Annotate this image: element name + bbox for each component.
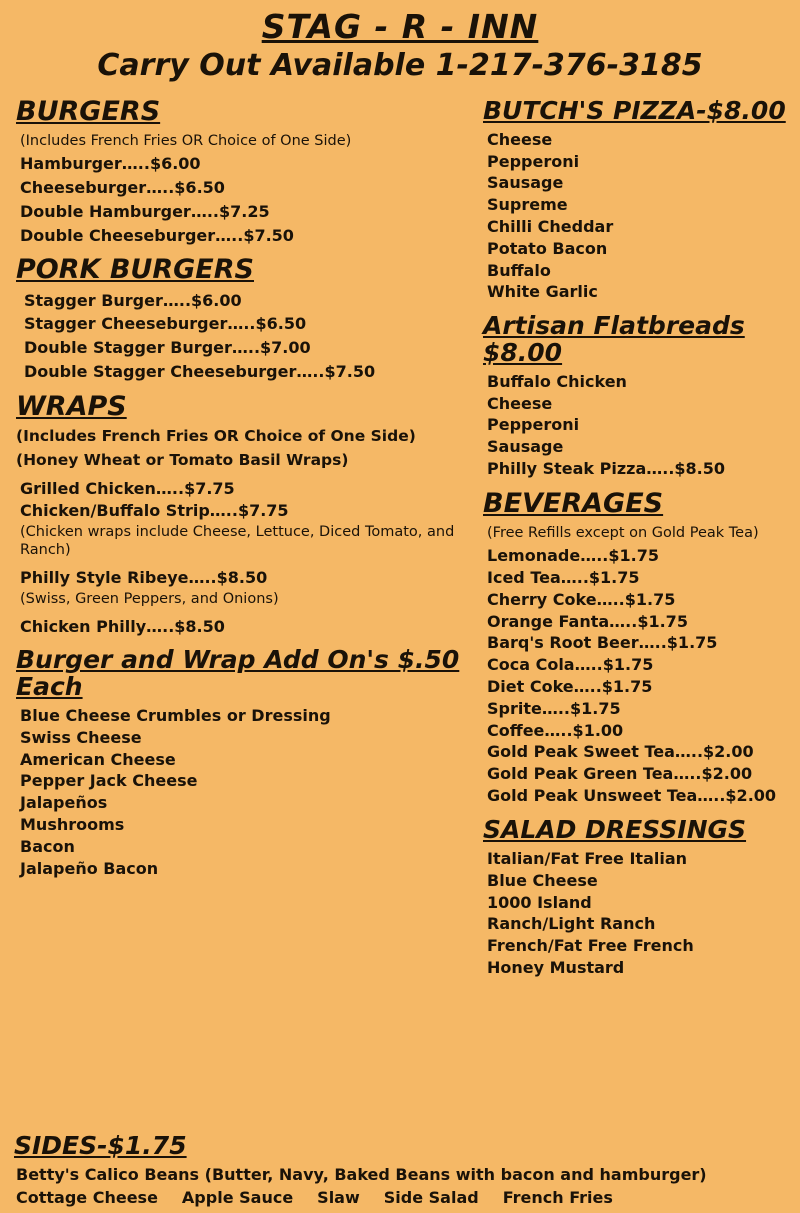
section-heading-add-ons: Burger and Wrap Add On's $.50 Each [16, 645, 460, 701]
menu-item: Slaw [317, 1188, 360, 1207]
section-heading-sides: SIDES-$1.75 [14, 1130, 187, 1160]
menu-item: Double Hamburger…..$7.25 [20, 201, 270, 221]
menu-item: Bacon [20, 836, 75, 856]
menu-item: Double Stagger Cheeseburger…..$7.50 [24, 362, 376, 382]
menu-item: Cottage Cheese [16, 1188, 158, 1207]
menu-item: Stagger Burger…..$6.00 [24, 290, 242, 310]
section-heading-pork-burgers: PORK BURGERS [16, 254, 254, 286]
page-title: STAG - R - INN [261, 7, 539, 46]
menu-item: Ranch/Light Ranch [487, 914, 656, 934]
menu-item: Gold Peak Green Tea…..$2.00 [487, 764, 753, 784]
menu-item: Chicken Philly…..$8.50 [20, 616, 225, 636]
menu-item: Coffee…..$1.00 [487, 720, 624, 740]
section-heading-flatbreads: Artisan Flatbreads $8.00 [483, 311, 745, 367]
wraps-note-sides: (Includes French Fries OR Choice of One Side) [16, 427, 416, 446]
menu-item: Potato Bacon [487, 238, 608, 258]
sides-calico-beans: Betty's Calico Beans (Butter, Navy, Baked Beans with bacon and hamburger) [16, 1165, 707, 1185]
menu-item: Grilled Chicken…..$7.75 [20, 478, 235, 498]
menu-columns [14, 88, 786, 980]
carry-out-subtitle: Carry Out Available 1-217-376-3185 [97, 47, 703, 83]
menu-item: Diet Coke…..$1.75 [487, 677, 653, 696]
menu-item: Double Stagger Burger…..$7.00 [24, 338, 311, 358]
menu-item: Jalapeños [20, 793, 108, 813]
menu-item: Iced Tea…..$1.75 [487, 568, 640, 588]
sides-list [16, 1188, 786, 1207]
menu-item: Cheese [487, 129, 553, 149]
menu-item: White Garlic [487, 282, 598, 302]
menu-item: Buffalo Chicken [487, 371, 627, 391]
menu-item: Apple Sauce [181, 1188, 294, 1207]
sides-section [14, 1123, 786, 1209]
menu-item: Chicken/Buffalo Strip…..$7.75 [20, 500, 289, 520]
menu-item: Orange Fanta…..$1.75 [487, 611, 688, 631]
menu-item: Double Cheeseburger…..$7.50 [20, 225, 294, 245]
menu-item: Swiss Cheese [20, 727, 142, 747]
menu-item: American Cheese [20, 749, 176, 769]
menu-item: Cheeseburger…..$6.50 [20, 177, 225, 197]
menu-item: Cherry Coke…..$1.75 [487, 589, 676, 609]
wraps-note-philly: (Swiss, Green Peppers, and Onions) [20, 590, 279, 607]
menu-item: Barq's Root Beer…..$1.75 [487, 633, 718, 653]
menu-item: Pepperoni [487, 415, 580, 435]
section-heading-salad-dressings: SALAD DRESSINGS [483, 814, 747, 844]
menu-item: Gold Peak Sweet Tea…..$2.00 [487, 742, 754, 762]
section-heading-pizza: BUTCH'S PIZZA-$8.00 [483, 95, 786, 125]
menu-item: Sprite…..$1.75 [487, 698, 621, 718]
right-column [479, 88, 799, 980]
menu-item: Philly Steak Pizza…..$8.50 [487, 458, 725, 478]
menu-item: Buffalo [487, 260, 551, 280]
menu-item: 1000 Island [487, 892, 592, 912]
menu-item: French Fries [502, 1188, 613, 1207]
menu-item: French/Fat Free French [487, 936, 694, 956]
menu-item: Pepper Jack Cheese [20, 771, 198, 791]
section-heading-beverages: BEVERAGES [483, 487, 664, 519]
menu-item: Pepperoni [487, 151, 580, 171]
menu-item: Coca Cola…..$1.75 [487, 655, 654, 675]
menu-item: Lemonade…..$1.75 [487, 546, 659, 566]
menu-item: Sausage [487, 437, 564, 457]
section-heading-wraps: WRAPS [16, 390, 127, 422]
wraps-note-bread: (Honey Wheat or Tomato Basil Wraps) [16, 450, 349, 469]
menu-item: Jalapeño Bacon [20, 858, 159, 878]
menu-item: Italian/Fat Free Italian [487, 849, 688, 869]
menu-item: Side Salad [383, 1188, 479, 1207]
menu-item: Honey Mustard [487, 958, 625, 978]
menu-item: Chilli Cheddar [487, 217, 614, 237]
burgers-note: (Includes French Fries OR Choice of One Side) [20, 132, 352, 149]
menu-item: Supreme [487, 195, 568, 215]
left-column [14, 88, 469, 881]
menu-item: Blue Cheese [487, 870, 598, 890]
section-heading-burgers: BURGERS [16, 95, 161, 127]
wraps-note-chicken: (Chicken wraps include Cheese, Lettuce, Diced Tomato, and Ranch) [20, 523, 455, 558]
menu-item: Cheese [487, 393, 553, 413]
menu-item: Mushrooms [20, 814, 125, 834]
menu-item: Philly Style Ribeye…..$8.50 [20, 567, 268, 587]
menu-item: Gold Peak Unsweet Tea…..$2.00 [487, 785, 777, 805]
menu-item: Sausage [487, 173, 564, 193]
menu-item: Hamburger…..$6.00 [20, 154, 201, 174]
beverages-note: (Free Refills except on Gold Peak Tea) [487, 525, 759, 542]
menu-item: Blue Cheese Crumbles or Dressing [20, 705, 331, 725]
menu-item: Stagger Cheeseburger…..$6.50 [24, 314, 307, 334]
